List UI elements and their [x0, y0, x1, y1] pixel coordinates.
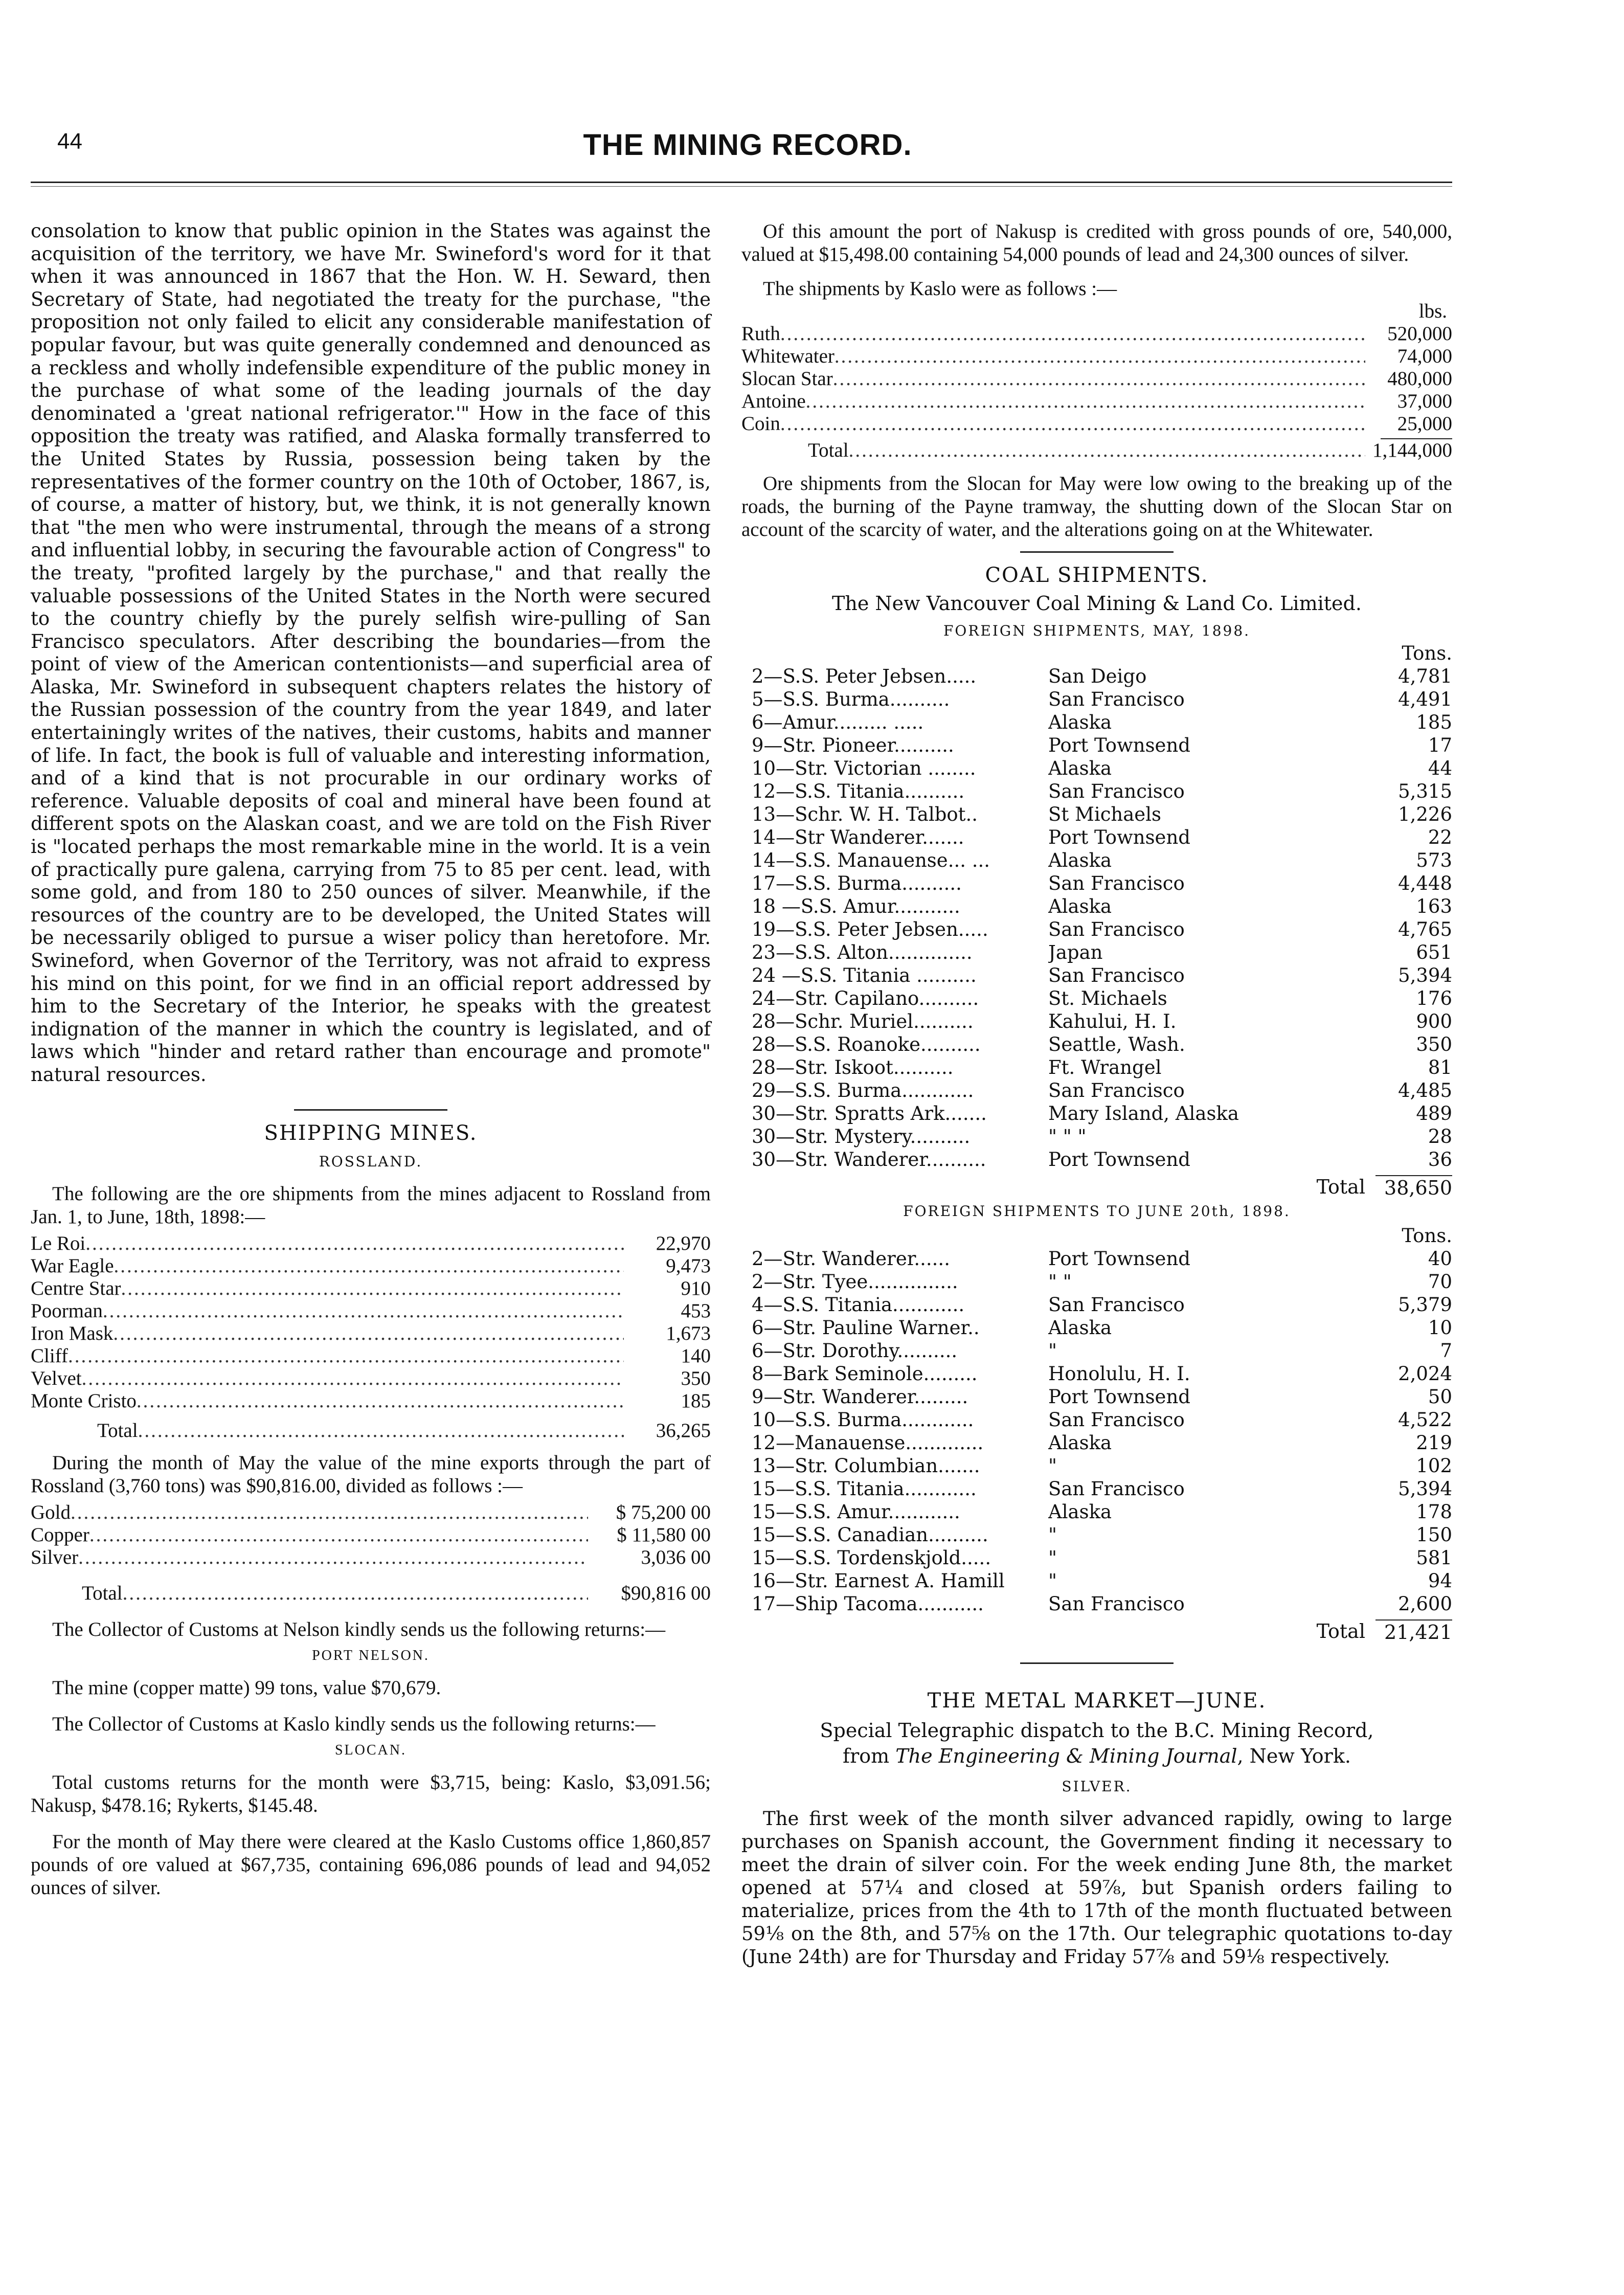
running-title: THE MINING RECORD.	[583, 128, 912, 162]
kaslo-mine-value: 520,000	[1387, 323, 1452, 345]
metal-value: 3,036 00	[641, 1546, 711, 1568]
shipment-vessel: 10—S.S. Burma............	[752, 1409, 974, 1431]
kaslo-mines-list	[741, 323, 1452, 435]
shipment-row	[752, 711, 1452, 734]
shipment-row	[752, 1339, 1452, 1362]
coal-company: The New Vancouver Coal Mining & Land Co. Limited.	[832, 592, 1362, 615]
shipment-destination: Port Townsend	[1048, 734, 1190, 756]
shipment-destination: San Francisco	[1048, 1409, 1185, 1431]
silver-subheading: SILVER.	[1062, 1778, 1132, 1795]
shipment-row	[752, 1293, 1452, 1316]
kaslo-mine-row	[741, 368, 1452, 390]
header-rule	[31, 182, 1452, 183]
shipment-destination: Honolulu, H. I.	[1048, 1363, 1190, 1385]
kaslo-mine-value: 37,000	[1397, 390, 1452, 412]
kaslo-mine-name: Slocan Star	[741, 368, 833, 390]
rossland-mine-value: 453	[681, 1299, 711, 1322]
shipment-row	[752, 1385, 1452, 1408]
shipment-row	[752, 1102, 1452, 1125]
shipment-tons: 4,448	[1398, 872, 1452, 894]
shipment-tons: 651	[1416, 941, 1452, 963]
june-shipments-table	[741, 1247, 1452, 1615]
shipment-destination: San Francisco	[1048, 1294, 1185, 1316]
nakusp-paragraph: Of this amount the port of Nakusp is credited with gross pounds of ore, 540,000, valued at $15,498.00 containing 54,000 pounds of lead and 24,300 ounces of silver.	[741, 220, 1452, 265]
shipment-vessel: 6—Str. Pauline Warner..	[752, 1317, 980, 1339]
shipment-tons: 178	[1416, 1501, 1452, 1523]
metal-row	[31, 1546, 711, 1569]
alaska-review-paragraph: consolation to know that public opinion in the States was against the acquisition of the territory, we have Mr. Swineford's word for it that when it was announced in 1867 that the Hon. W. H. Seward, then Secretary of State, had negotiated the treaty for the purchase, "the proposition not only failed to elicit any considerable manifestation of popular favour, but was quite generally condemned and denounced as a reckless and wholly indefensible expenditure of the public money in the purchase of what some of the leading journals of the day denominated a 'great national refrigerator.'" How in the face of this opposition the treaty was ratified, and Alaska formally transferred to the United States by Russia, possession being taken by the representatives of the former country on the 10th of October, 1867, is, of course, a matter of history, but, we think, it is not generally known that "the men who were instrumental, through the means of a strong and influential lobby, in securing the favourable action of Congress" to the treaty, "profited largely by the purchase," and that really the valuable possessions of the United States in the North were secured to the country chiefly by the purely selfish wire-pulling of San Francisco speculators. After describing the boundaries—from the point of view of the American contentionists—and superficial area of Alaska, Mr. Swineford in subsequent chapters relates the history of the Russian possession of the country from the year 1849, and later entertainingly writes of the natives, their customs, habits and manner of life. In fact, the book is full of valuable and interesting information, and of a kind that is not procurable in our ordinary works of reference. Valuable deposits of coal and mineral have been found at different spots on the Alaskan coast, and we are told on the Fish River is "located perhaps the most remarkable mine in the world. It is a vein of practically pure galena, carrying from 75 to 85 per cent. lead, with some gold, and from 180 to 250 ounces of silver. Meanwhile, if the resources of the country are to be developed, the United States will be necessarily obliged to pursue a wiser policy than heretofore. Mr. Swineford, when Governor of the Territory, was not afraid to express his mind on this point, for we find in an official report addressed by him to the Secretary of the Interior, he speaks with the greatest indignation of the manner in which the country is legislated, and of laws which "hinder and retard rather than encourage and promote" natural resources.	[31, 220, 711, 1086]
metal-row	[31, 1524, 711, 1546]
rossland-total-label: Total	[97, 1419, 138, 1442]
port-nelson-subheading: PORT NELSON.	[312, 1647, 430, 1663]
shipment-tons: 581	[1416, 1547, 1452, 1569]
shipment-tons: 5,315	[1398, 780, 1452, 802]
rossland-mine-value: 140	[681, 1344, 711, 1367]
shipment-tons: 28	[1428, 1126, 1452, 1148]
shipment-destination: "	[1048, 1455, 1057, 1477]
rossland-mine-value: 9,473	[666, 1254, 711, 1277]
shipment-row	[752, 1033, 1452, 1056]
shipment-destination: San Francisco	[1048, 1079, 1185, 1101]
rossland-mine-name: Poorman	[31, 1299, 103, 1322]
shipment-vessel: 15—S.S. Amur............	[752, 1501, 960, 1523]
kaslo-mine-value: 74,000	[1397, 345, 1452, 367]
shipment-destination: San Francisco	[1048, 964, 1185, 986]
shipment-destination: San Francisco	[1048, 780, 1185, 802]
shipment-row	[752, 1454, 1452, 1477]
shipment-row	[752, 1431, 1452, 1454]
kaslo-mine-row	[741, 345, 1452, 368]
rossland-mine-row	[31, 1255, 711, 1277]
metal-value: $ 11,580 00	[617, 1523, 711, 1546]
shipment-destination: San Francisco	[1048, 688, 1185, 710]
shipment-row	[752, 757, 1452, 780]
shipment-row	[752, 826, 1452, 849]
shipment-vessel: 19—S.S. Peter Jebsen.....	[752, 918, 988, 940]
rossland-mine-value: 185	[681, 1389, 711, 1412]
metals-list	[31, 1501, 711, 1569]
shipment-destination: Port Townsend	[1048, 1248, 1190, 1270]
shipment-tons: 4,485	[1398, 1079, 1452, 1101]
shipment-tons: 5,379	[1398, 1294, 1452, 1316]
shipment-row	[752, 734, 1452, 757]
shipment-vessel: 6—Str. Dorothy..........	[752, 1340, 958, 1362]
shipment-row	[752, 688, 1452, 711]
kaslo-total-label: Total	[808, 439, 849, 461]
shipment-vessel: 30—Str. Spratts Ark.......	[752, 1102, 987, 1124]
shipment-destination: "	[1048, 1547, 1057, 1569]
shipment-row	[752, 1523, 1452, 1546]
rossland-mine-name: Cliff	[31, 1344, 68, 1367]
shipment-vessel: 30—Str. Mystery..........	[752, 1126, 971, 1148]
kaslo-shipments-intro: The shipments by Kaslo were as follows :—	[763, 278, 1117, 300]
shipment-row	[752, 1125, 1452, 1148]
shipment-vessel: 18 —S.S. Amur...........	[752, 895, 960, 917]
shipment-vessel: 4—S.S. Titania............	[752, 1294, 965, 1316]
rossland-mine-row	[31, 1232, 711, 1255]
kaslo-unit: lbs.	[1418, 300, 1447, 322]
rossland-intro: The following are the ore shipments from the mines adjacent to Rossland from Jan. 1, to June, 18th, 1898:—	[31, 1182, 711, 1228]
rossland-list	[31, 1232, 711, 1412]
shipment-tons: 17	[1428, 734, 1452, 756]
shipment-tons: 4,522	[1398, 1409, 1452, 1431]
shipment-tons: 5,394	[1398, 964, 1452, 986]
header-rule-thin	[31, 186, 1452, 187]
june-total-row	[741, 1619, 1452, 1644]
shipment-tons: 176	[1416, 987, 1452, 1009]
shipment-row	[752, 803, 1452, 826]
shipment-tons: 36	[1428, 1149, 1452, 1171]
shipment-destination: Alaska	[1048, 711, 1112, 733]
kaslo-mine-value: 25,000	[1397, 413, 1452, 435]
shipment-vessel: 12—Manauense.............	[752, 1432, 984, 1454]
shipment-row	[752, 1408, 1452, 1431]
shipment-vessel: 24 —S.S. Titania ..........	[752, 964, 977, 986]
shipment-vessel: 15—S.S. Canadian..........	[752, 1524, 988, 1546]
shipment-tons: 900	[1416, 1010, 1452, 1032]
rossland-total-row	[31, 1420, 711, 1442]
rossland-mine-row	[31, 1277, 711, 1300]
shipment-tons: 81	[1428, 1056, 1452, 1078]
metal-value: $ 75,200 00	[616, 1501, 711, 1523]
shipment-vessel: 28—Schr. Muriel..........	[752, 1010, 974, 1032]
shipping-mines-heading: SHIPPING MINES.	[264, 1121, 478, 1145]
shipment-vessel: 24—Str. Capilano..........	[752, 987, 979, 1009]
shipment-tons: 219	[1416, 1432, 1452, 1454]
page-number: 44	[57, 129, 82, 154]
page-header	[47, 128, 1448, 189]
shipment-tons: 44	[1428, 757, 1452, 779]
shipment-vessel: 14—S.S. Manauense... ...	[752, 849, 990, 871]
rossland-mine-value: 910	[681, 1277, 711, 1299]
journal-title: The Engineering & Mining Journal	[895, 1745, 1237, 1767]
silver-paragraph: The first week of the month silver advanced rapidly, owing to large purchases on Spanish account, the Government finding it necessary to meet the drain of silver coin. For the week ending June 8th, the market opened at 57¼ and closed at 59⅞, but Spanish orders failing to materialize, prices from the 4th to 17th of the month fluctuated between 59⅛ on the 8th, and 57⅝ on the 17th. Our telegraphic quotations to-day (June 24th) are for Thursday and Friday 57⅞ and 59⅛ respectively.	[741, 1808, 1452, 1968]
rossland-mine-row	[31, 1367, 711, 1390]
shipment-destination: Alaska	[1048, 895, 1112, 917]
shipment-tons: 10	[1428, 1317, 1452, 1339]
shipment-vessel: 14—Str Wanderer.......	[752, 826, 964, 848]
port-nelson-text: The mine (copper matte) 99 tons, value $70,679.	[52, 1676, 441, 1699]
shipment-vessel: 2—Str. Wanderer......	[752, 1248, 950, 1270]
coal-shipments-heading: COAL SHIPMENTS.	[985, 564, 1209, 587]
shipment-destination: Japan	[1048, 941, 1103, 963]
rossland-total-value: 36,265	[656, 1419, 711, 1442]
kaslo-total-value: 1,144,000	[1372, 439, 1452, 461]
kaslo-mine-name: Ruth	[741, 323, 780, 345]
shipment-row	[752, 987, 1452, 1010]
june-table-title: FOREIGN SHIPMENTS TO JUNE 20th, 1898.	[903, 1203, 1291, 1220]
tons-label: Tons.	[1402, 642, 1452, 664]
rossland-mine-value: 1,673	[666, 1322, 711, 1344]
kaslo-mine-name: Coin	[741, 413, 780, 435]
kaslo-mine-row	[741, 413, 1452, 435]
metals-total-row	[31, 1582, 711, 1605]
shipment-vessel: 28—S.S. Roanoke..........	[752, 1033, 981, 1055]
shipment-destination: San Francisco	[1048, 1478, 1185, 1500]
shipment-tons: 70	[1428, 1271, 1452, 1293]
shipment-tons: 573	[1416, 849, 1452, 871]
shipment-vessel: 29—S.S. Burma............	[752, 1079, 974, 1101]
metal-row	[31, 1501, 711, 1524]
rossland-mine-value: 350	[681, 1367, 711, 1389]
shipment-vessel: 5—S.S. Burma..........	[752, 688, 950, 710]
shipment-tons: 4,491	[1398, 688, 1452, 710]
shipment-vessel: 12—S.S. Titania..........	[752, 780, 965, 802]
shipment-vessel: 15—S.S. Titania............	[752, 1478, 977, 1500]
shipment-row	[752, 941, 1452, 964]
shipment-row	[752, 1247, 1452, 1270]
shipment-tons: 150	[1416, 1524, 1452, 1546]
may-total-row	[741, 1175, 1452, 1200]
rossland-mine-name: Centre Star	[31, 1277, 121, 1299]
shipment-destination: San Francisco	[1048, 1593, 1185, 1615]
tons-label: Tons.	[1402, 1225, 1452, 1247]
shipment-tons: 4,781	[1398, 665, 1452, 687]
shipment-destination: San Deigo	[1048, 665, 1147, 687]
shipment-vessel: 15—S.S. Tordenskjold.....	[752, 1547, 991, 1569]
section-divider	[1020, 1662, 1174, 1664]
shipment-vessel: 6—Amur......... .....	[752, 711, 924, 733]
shipment-destination: Alaska	[1048, 849, 1112, 871]
shipment-vessel: 16—Str. Earnest A. Hamill	[752, 1570, 1005, 1592]
may-table-title: FOREIGN SHIPMENTS, MAY, 1898.	[943, 622, 1251, 639]
shipment-vessel: 28—Str. Iskoot..........	[752, 1056, 954, 1078]
kaslo-mine-name: Whitewater	[741, 345, 834, 367]
kaslo-mine-row	[741, 390, 1452, 413]
shipment-destination: Alaska	[1048, 1501, 1112, 1523]
rossland-mine-row	[31, 1390, 711, 1412]
shipment-destination: Port Townsend	[1048, 826, 1190, 848]
shipment-destination: "	[1048, 1524, 1057, 1546]
rossland-subheading: ROSSLAND.	[319, 1153, 423, 1170]
slocan-customs-text: Total customs returns for the month were $3,715, being: Kaslo, $3,091.56; Nakusp, $478.16; Rykerts, $145.48.	[31, 1771, 711, 1816]
shipment-row	[752, 1592, 1452, 1615]
shipment-tons: 5,394	[1398, 1478, 1452, 1500]
left-column	[31, 220, 711, 1909]
shipment-row	[752, 1079, 1452, 1102]
shipment-destination: " " "	[1048, 1126, 1087, 1148]
metal-name: Copper	[31, 1523, 89, 1546]
rossland-mine-row	[31, 1300, 711, 1322]
shipment-tons: 163	[1416, 895, 1452, 917]
shipment-tons: 4,765	[1398, 918, 1452, 940]
june-total-value: 21,421	[1375, 1619, 1452, 1644]
shipment-row	[752, 1316, 1452, 1339]
shipment-row	[752, 1056, 1452, 1079]
shipment-vessel: 2—S.S. Peter Jebsen.....	[752, 665, 977, 687]
shipment-row	[752, 895, 1452, 918]
slocan-subheading: SLOCAN.	[334, 1742, 407, 1758]
section-divider	[294, 1109, 447, 1111]
shipment-vessel: 8—Bark Seminole.........	[752, 1363, 978, 1385]
shipment-row	[752, 1546, 1452, 1569]
shipment-row	[752, 1010, 1452, 1033]
rossland-mine-name: Velvet	[31, 1367, 82, 1389]
shipment-row	[752, 1148, 1452, 1171]
shipment-row	[752, 780, 1452, 803]
may-total-value: 38,650	[1375, 1175, 1452, 1200]
rossland-mine-name: War Eagle	[31, 1254, 114, 1277]
shipment-destination: Alaska	[1048, 1432, 1112, 1454]
shipment-vessel: 13—Schr. W. H. Talbot..	[752, 803, 978, 825]
shipment-vessel: 10—Str. Victorian ........	[752, 757, 976, 779]
rossland-mine-value: 22,970	[656, 1232, 711, 1254]
rossland-mine-name: Iron Mask	[31, 1322, 114, 1344]
shipment-row	[752, 665, 1452, 688]
shipment-vessel: 23—S.S. Alton..............	[752, 941, 973, 963]
shipment-row	[752, 1500, 1452, 1523]
shipment-row	[752, 1362, 1452, 1385]
shipment-tons: 40	[1428, 1248, 1452, 1270]
shipment-vessel: 9—Str. Pioneer..........	[752, 734, 954, 756]
shipment-destination: Seattle, Wash.	[1048, 1033, 1185, 1055]
nelson-intro: The Collector of Customs at Nelson kindly sends us the following returns:—	[52, 1618, 666, 1640]
shipment-row	[752, 872, 1452, 895]
shipment-destination: St. Michaels	[1048, 987, 1167, 1009]
shipment-vessel: 30—Str. Wanderer..........	[752, 1149, 986, 1171]
shipment-tons: 2,600	[1398, 1593, 1452, 1615]
shipment-vessel: 13—Str. Columbian.......	[752, 1455, 980, 1477]
metal-name: Gold	[31, 1501, 71, 1523]
dispatch-line-1: Special Telegraphic dispatch to the B.C. Mining Record,	[820, 1719, 1374, 1742]
may-exports-paragraph: During the month of May the value of the mine exports through the part of Rossland (3,760 tons) was $90,816.00, divided as follows :—	[31, 1451, 711, 1497]
shipment-destination: Port Townsend	[1048, 1386, 1190, 1408]
shipment-tons: 7	[1440, 1340, 1452, 1362]
shipment-destination: Alaska	[1048, 1317, 1112, 1339]
shipment-row	[752, 1270, 1452, 1293]
shipment-destination: " "	[1048, 1271, 1072, 1293]
shipment-destination: Mary Island, Alaska	[1048, 1102, 1239, 1124]
kaslo-mine-row	[741, 323, 1452, 345]
shipment-row	[752, 1477, 1452, 1500]
shipment-destination: St Michaels	[1048, 803, 1162, 825]
shipment-vessel: 2—Str. Tyee...............	[752, 1271, 958, 1293]
shipment-destination: Kahului, H. I.	[1048, 1010, 1177, 1032]
rossland-mine-row	[31, 1345, 711, 1367]
june-total-label: Total	[1316, 1620, 1365, 1642]
shipment-tons: 2,024	[1398, 1363, 1452, 1385]
metals-total-label: Total	[82, 1582, 123, 1604]
shipment-destination: Ft. Wrangel	[1048, 1056, 1162, 1078]
shipment-vessel: 9—Str. Wanderer.........	[752, 1386, 968, 1408]
shipment-vessel: 17—Ship Tacoma...........	[752, 1593, 984, 1615]
shipment-tons: 94	[1428, 1570, 1452, 1592]
metal-market-heading: THE METAL MARKET—JUNE.	[927, 1689, 1267, 1713]
kaslo-mine-value: 480,000	[1387, 368, 1452, 390]
kaslo-mine-name: Antoine	[741, 390, 806, 412]
kaslo-total-row	[741, 439, 1452, 462]
right-column	[741, 220, 1452, 1978]
shipment-row	[752, 918, 1452, 941]
shipment-tons: 489	[1416, 1102, 1452, 1124]
shipment-destination: "	[1048, 1570, 1057, 1592]
shipment-vessel: 17—S.S. Burma..........	[752, 872, 962, 894]
shipment-tons: 22	[1428, 826, 1452, 848]
rossland-mine-name: Le Roi	[31, 1232, 86, 1254]
shipment-destination: "	[1048, 1340, 1057, 1362]
shipment-tons: 50	[1428, 1386, 1452, 1408]
shipment-destination: San Francisco	[1048, 918, 1185, 940]
metals-total-value: $90,816 00	[621, 1582, 711, 1604]
rossland-mine-name: Monte Cristo	[31, 1389, 137, 1412]
metal-name: Silver	[31, 1546, 79, 1568]
shipment-row	[752, 964, 1452, 987]
shipment-destination: Alaska	[1048, 757, 1112, 779]
shipment-tons: 350	[1416, 1033, 1452, 1055]
shipment-destination: San Francisco	[1048, 872, 1185, 894]
kaslo-cleared-text: For the month of May there were cleared at the Kaslo Customs office 1,860,857 pounds of ore valued at $67,735, containing 696,086 pounds of lead and 94,052 ounces of silver.	[31, 1830, 711, 1899]
rossland-mine-row	[31, 1322, 711, 1345]
shipment-row	[752, 1569, 1452, 1592]
dispatch-line-2: from The Engineering & Mining Journal, New York.	[843, 1745, 1351, 1767]
slocan-may-paragraph: Ore shipments from the Slocan for May were low owing to the breaking up of the roads, the burning of the Payne tramway, the shutting down of the Slocan Star on account of the scarcity of water, and the alterations going on at the Whitewater.	[741, 472, 1452, 541]
shipment-tons: 102	[1416, 1455, 1452, 1477]
kaslo-intro: The Collector of Customs at Kaslo kindly sends us the following returns:—	[52, 1713, 656, 1735]
may-total-label: Total	[1316, 1176, 1365, 1198]
shipment-destination: Port Townsend	[1048, 1149, 1190, 1171]
may-shipments-table	[741, 665, 1452, 1171]
shipment-tons: 185	[1416, 711, 1452, 733]
shipment-row	[752, 849, 1452, 872]
shipment-tons: 1,226	[1398, 803, 1452, 825]
section-divider	[1020, 551, 1174, 553]
